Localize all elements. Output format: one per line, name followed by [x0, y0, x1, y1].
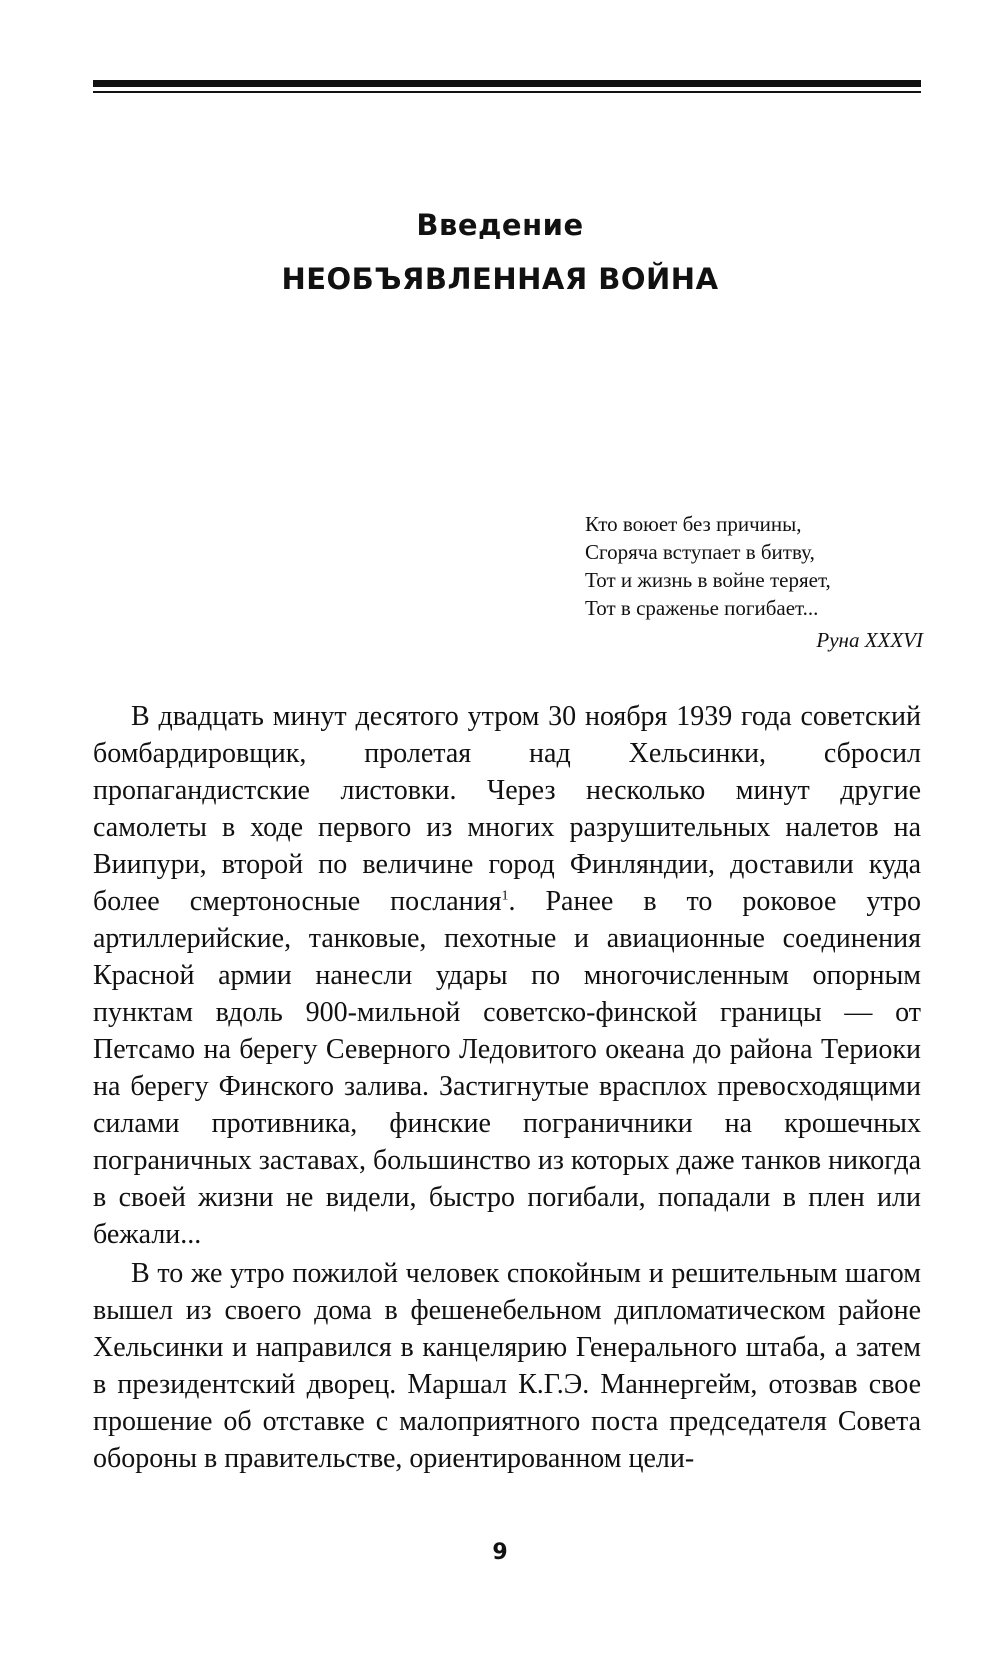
- epigraph-line: Сгоряча вступает в битву,: [585, 540, 815, 564]
- epigraph-line: Тот и жизнь в войне теряет,: [585, 568, 831, 592]
- chapter-label: Введение: [416, 208, 584, 242]
- page-number: 9: [492, 1540, 508, 1565]
- paragraph-1: [93, 698, 921, 1253]
- top-rule-thick: [93, 80, 921, 87]
- top-rule-thin: [93, 91, 921, 93]
- epigraph: [585, 510, 925, 654]
- epigraph-source: Руна XXXVI: [816, 628, 923, 652]
- footnote-mark[interactable]: 1: [501, 888, 509, 904]
- paragraph-1-continued: . Ранее в то роковое утро артиллерийские, танковые, пехотные и авиационные соединения Красной армии нанесли удары по многочисленным опорным пунктам вдоль 900-мильной советско-финской границы — от Петсамо на берегу Северного Ледовитого океана до района Териоки на берегу Финского залива. Застигнутые врасплох превосходящими силами противника, финские пограничники на крошечных пограничных заставах, большинство из которых даже танков никогда в своей жизни не видели, быстро погибали, попадали в плен или бежали...: [93, 886, 921, 1250]
- paragraph-1-text: В двадцать минут десятого утром 30 ноября 1939 года советский бомбардировщик, пролетая над Хельсинки, сбросил пропагандистские листовки. Через несколько минут другие самолеты в ходе первого из многих разрушительных налетов на Виипури, второй по величине город Финляндии, доставили куда более смертоносные послания: [93, 701, 921, 917]
- epigraph-line: Кто воюет без причины,: [585, 512, 802, 536]
- body-text: [93, 698, 921, 1477]
- epigraph-line: Тот в сраженье погибает...: [585, 596, 819, 620]
- paragraph-2: В то же утро пожилой человек спокойным и решительным шагом вышел из своего дома в фешенебельном дипломатическом районе Хельсинки и направился в канцелярию Генерального штаба, а затем в президентский дворец. Маршал К.Г.Э. Маннергейм, отозвав свое прошение об отставке с малоприятного поста председателя Совета обороны в правительстве, ориентированном цели-: [93, 1258, 921, 1474]
- chapter-title: НЕОБЪЯВЛЕННАЯ ВОЙНА: [281, 262, 719, 296]
